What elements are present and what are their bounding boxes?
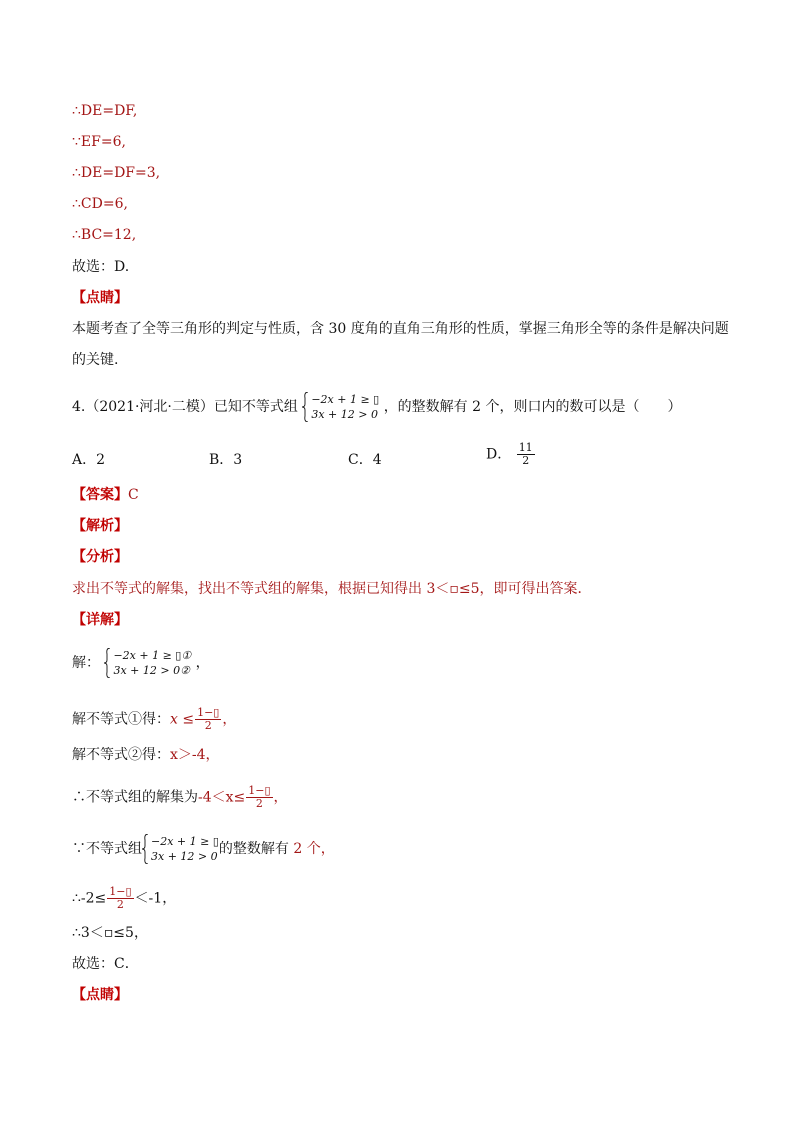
solution-step-7: 故选：C． <box>72 956 139 972</box>
fraction-denominator: 2 <box>204 719 212 732</box>
section-title: 【详解】 <box>72 612 128 628</box>
brace-icon <box>302 392 309 422</box>
step-value: 2 个， <box>288 841 335 857</box>
section-title: 【点睛】 <box>72 987 128 1003</box>
option-d-label: D． <box>486 446 512 463</box>
section-dianjing-1 <box>72 289 128 307</box>
step-value: -4＜x≤ <box>198 789 246 806</box>
solution-jie: 解： <box>72 655 100 671</box>
line-de-df-eq-3: ∴DE=DF=3, <box>72 165 161 181</box>
system-row-2: 3x + 12 > 0 <box>311 408 378 421</box>
option-d-fraction <box>517 442 535 467</box>
fraction-denominator: 2 <box>255 797 263 810</box>
line-bc-eq-12: ∴BC=12, <box>72 227 137 243</box>
step-text: 的整数解有 <box>218 841 289 857</box>
section-jiexi <box>72 517 128 535</box>
step-fraction <box>107 886 133 911</box>
section-title: 【分析】 <box>72 549 128 565</box>
answer-label: 【答案】 <box>72 487 128 503</box>
solution-system <box>104 648 191 678</box>
question-system <box>302 392 379 422</box>
brace-icon <box>104 648 111 678</box>
option-b: B．3 <box>209 452 243 468</box>
option-d <box>486 442 536 467</box>
fraction-numerator: 1−▯ <box>248 784 271 797</box>
step-suffix: ＜-1， <box>134 890 177 907</box>
solution-step-6: ∴3＜▫≤5， <box>72 925 148 941</box>
fraction-denominator: 2 <box>116 898 124 911</box>
step-label: ∴不等式组的解集为 <box>72 789 198 806</box>
step-label: 解不等式①得： <box>72 711 170 728</box>
question-prefix: 4.（2021·河北·二模）已知不等式组 <box>72 399 298 415</box>
section-title: 【解析】 <box>72 518 128 534</box>
line-de-eq-df: ∴DE=DF, <box>72 103 138 119</box>
line-choice-d: 故选：D. <box>72 259 130 275</box>
step-suffix: ， <box>273 789 288 806</box>
answer-value: C <box>128 487 139 503</box>
solution-step-4 <box>72 834 335 864</box>
solution-step-1 <box>72 707 236 732</box>
fraction-numerator: 11 <box>518 441 533 454</box>
solution-step-2 <box>72 746 220 764</box>
note-line-1: 本题考查了全等三角形的判定与性质，含 30 度角的直角三角形的性质，掌握三角形全等的条件是解决问题 <box>72 321 729 337</box>
step-label: ∴-2≤ <box>72 890 107 907</box>
question-suffix: ，的整数解有 2 个，则口内的数可以是（ ） <box>383 399 682 415</box>
analysis-text: 求出不等式的解集，找出不等式组的解集，根据已知得出 3＜▫≤5，即可得出答案． <box>72 581 592 597</box>
option-c: C．4 <box>348 452 382 468</box>
system-row-1: −2x + 1 ≥ ▯① <box>113 649 192 662</box>
section-xiangjie <box>72 611 128 629</box>
step-system <box>142 834 219 864</box>
step-label: ∵不等式组 <box>72 841 142 857</box>
option-a: A．2 <box>72 452 106 468</box>
note-line-2: 的关键. <box>72 352 119 368</box>
answer-line <box>72 486 139 504</box>
step-var: x ≤ <box>170 711 195 728</box>
system-row-1: −2x + 1 ≥ ▯ <box>311 393 380 406</box>
system-row-1: −2x + 1 ≥ ▯ <box>151 835 219 848</box>
fraction-numerator: 1−▯ <box>197 706 220 719</box>
solution-step-5 <box>72 886 176 911</box>
step-fraction <box>246 785 272 810</box>
question-4 <box>72 392 682 422</box>
brace-icon <box>142 834 149 864</box>
system-row-2: 3x + 12 > 0 <box>151 850 218 863</box>
section-dianjing-2 <box>72 986 128 1004</box>
line-ef-eq-6: ∵EF=6, <box>72 134 126 150</box>
solution-system-line <box>72 648 210 678</box>
system-row-2: 3x + 12 > 0② <box>113 664 190 677</box>
step-label: 解不等式②得： <box>72 747 170 763</box>
solution-step-3 <box>72 785 288 810</box>
solution-comma: ， <box>195 655 210 671</box>
step-fraction <box>195 707 221 732</box>
section-title: 【点睛】 <box>72 290 128 306</box>
step-suffix: ， <box>222 711 237 728</box>
fraction-denominator: 2 <box>522 454 530 467</box>
line-cd-eq-6: ∴CD=6, <box>72 196 128 212</box>
step-value: x＞-4， <box>170 747 220 763</box>
fraction-numerator: 1−▯ <box>109 885 132 898</box>
section-fenxi <box>72 548 128 566</box>
